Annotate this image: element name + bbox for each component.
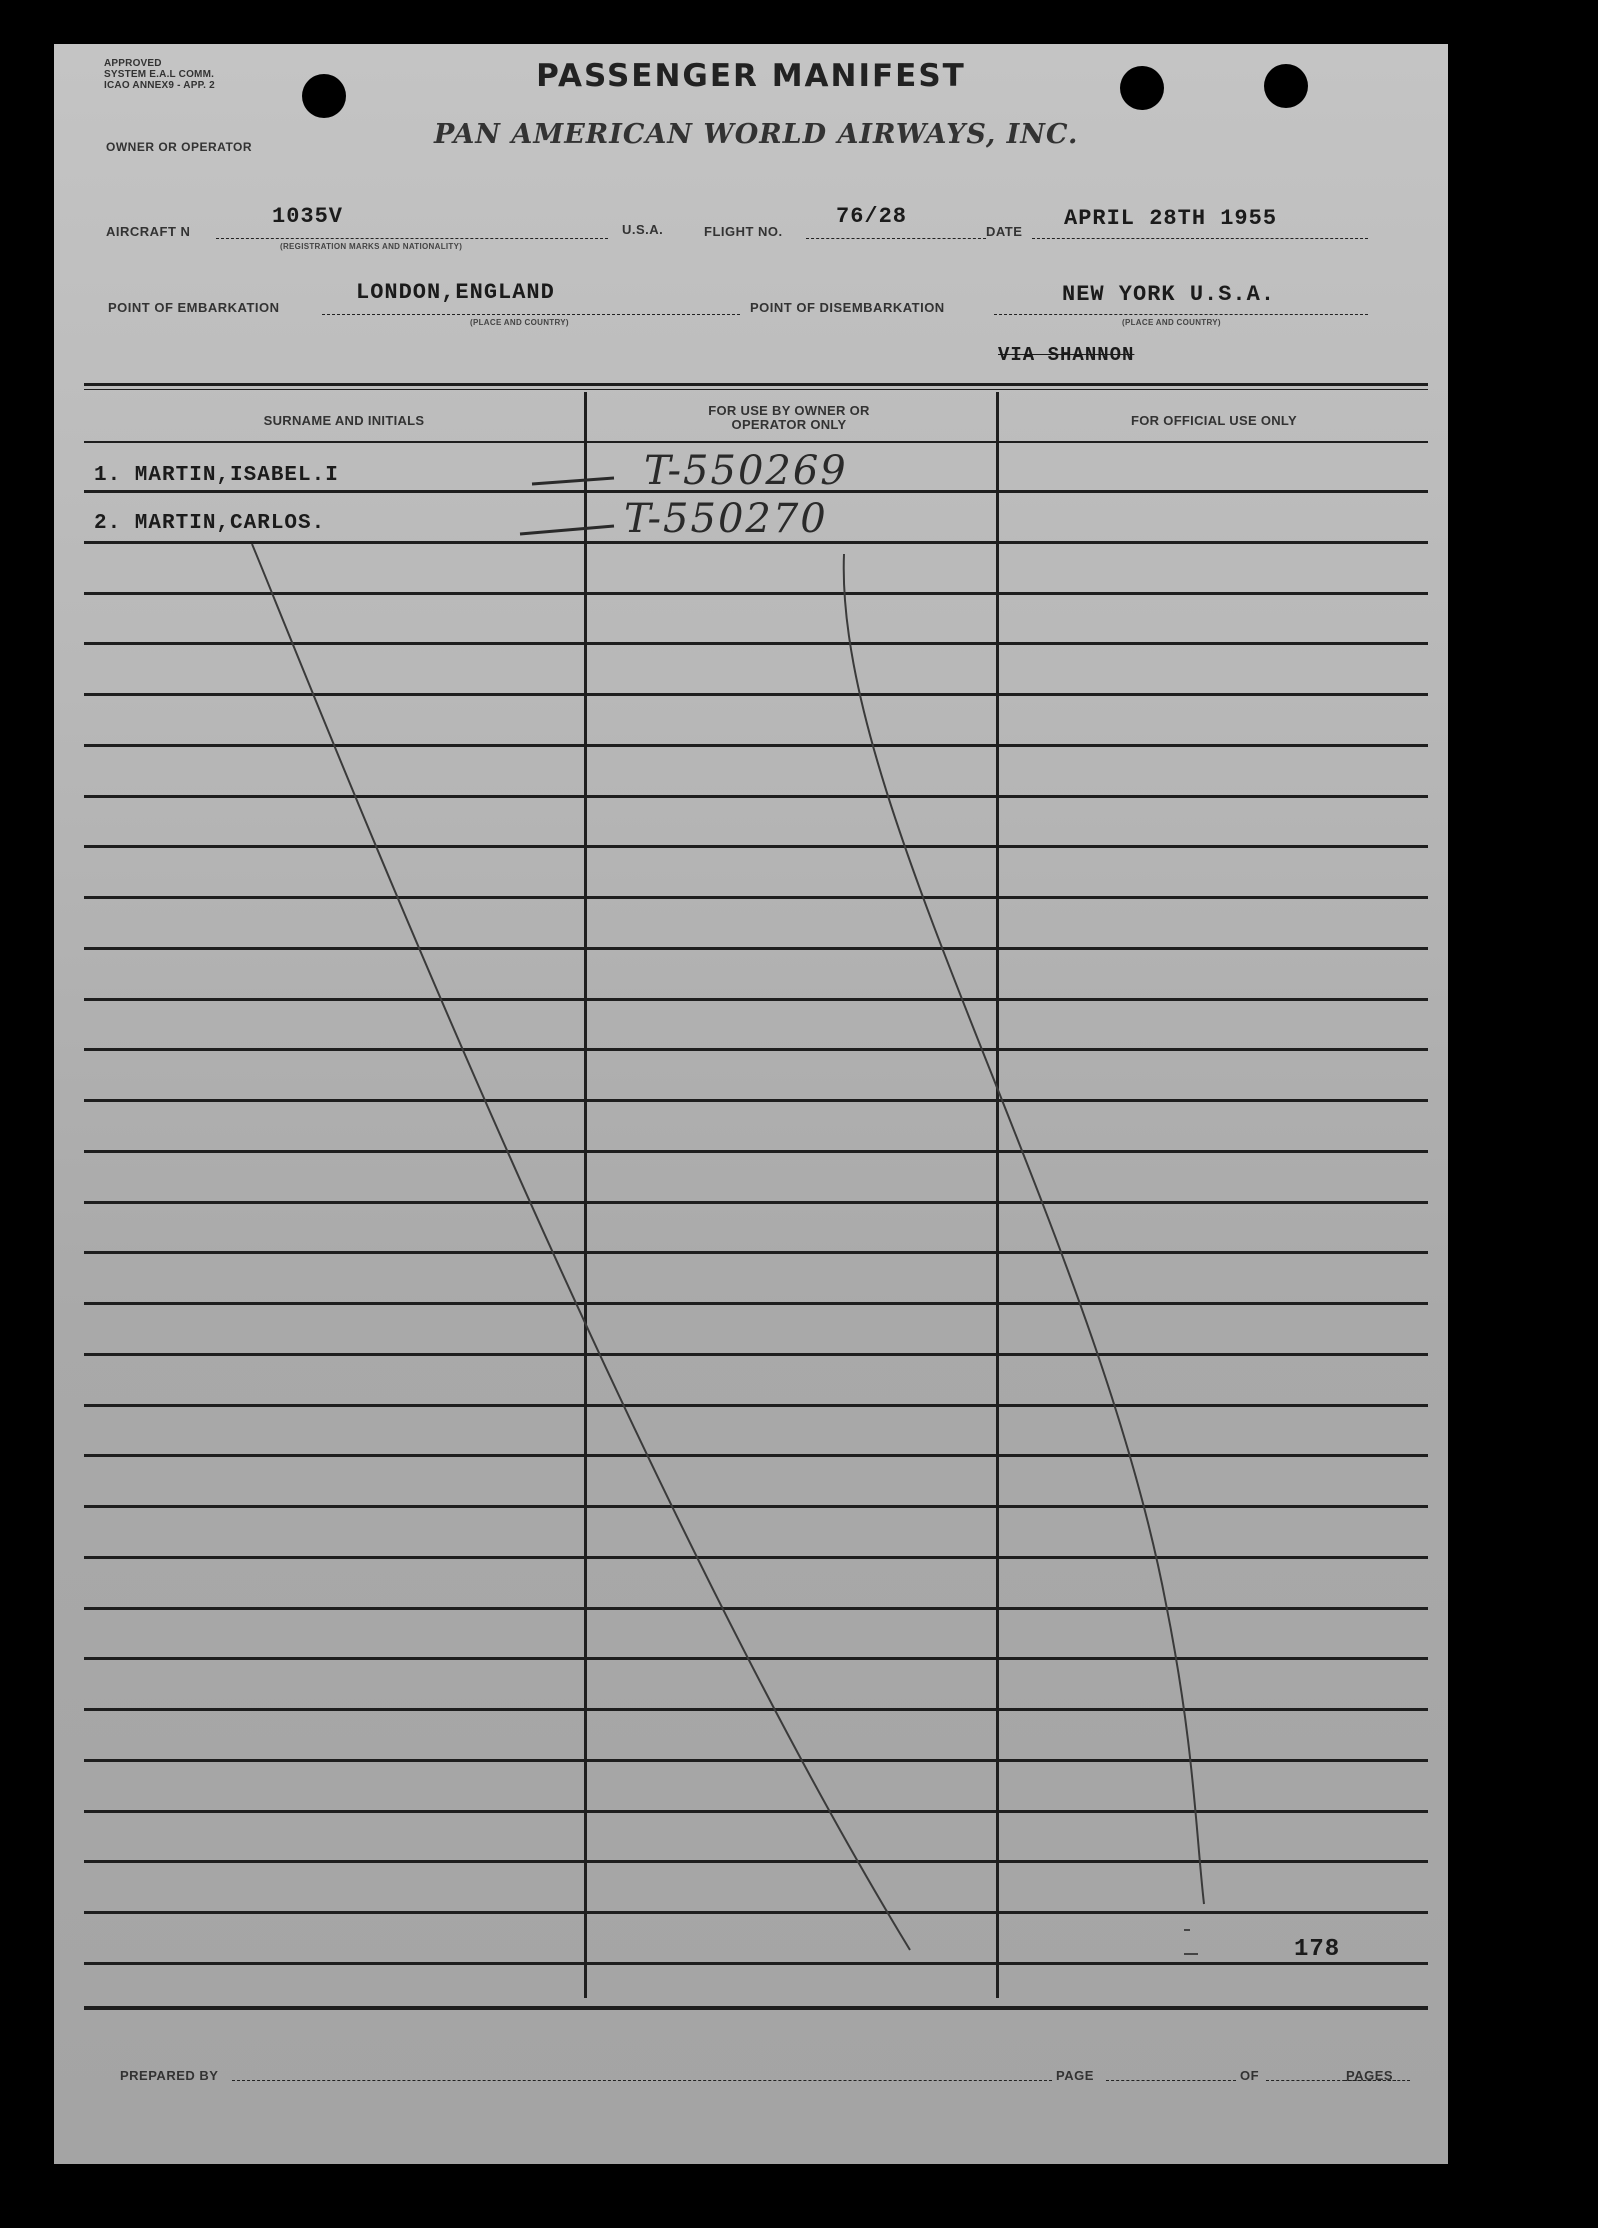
operator-name: PAN AMERICAN WORLD AIRWAYS, INC.	[434, 119, 1079, 150]
ditto-stroke	[844, 554, 1204, 1904]
prepared-by-label: PREPARED BY	[120, 2068, 219, 2083]
page-label: PAGE	[1056, 2068, 1094, 2083]
usa-label: U.S.A.	[622, 222, 664, 237]
handwritten-marks	[54, 44, 1448, 2164]
approval-line: ICAO ANNEX9 - APP. 2	[104, 80, 215, 91]
col-header-surname: SURNAME AND INITIALS	[263, 413, 425, 428]
aircraft-label: AIRCRAFT N	[106, 224, 191, 239]
approval-line: APPROVED	[104, 58, 162, 69]
disembark-label: POINT OF DISEMBARKATION	[750, 300, 945, 315]
owner-label: OWNER OR OPERATOR	[106, 140, 253, 154]
manifest-sheet	[54, 44, 1448, 2164]
registration-note: (REGISTRATION MARKS AND NATIONALITY)	[280, 242, 463, 251]
place-note: (PLACE AND COUNTRY)	[470, 318, 569, 327]
col-header-operator: FOR USE BY OWNER OR OPERATOR ONLY	[708, 403, 870, 432]
ticket-number: T-550270	[624, 496, 828, 542]
embark-label: POINT OF EMBARKATION	[108, 300, 280, 315]
via-shannon: VIA SHANNON	[998, 344, 1135, 366]
ticket-number: T-550269	[644, 448, 848, 494]
passenger-name: 2. MARTIN,CARLOS.	[94, 512, 326, 535]
stamp-number: 178	[1294, 1936, 1341, 1963]
pencil-mark	[1184, 1930, 1198, 1954]
flight-label: FLIGHT NO.	[704, 224, 783, 239]
col-header-official: FOR OFFICIAL USE ONLY	[1131, 413, 1297, 428]
approval-line: SYSTEM E.A.L COMM.	[104, 69, 215, 80]
aircraft-value: 1035V	[272, 204, 344, 229]
ditto-stroke	[252, 544, 910, 1950]
embark-value: LONDON,ENGLAND	[356, 280, 555, 305]
date-label: DATE	[986, 224, 1023, 239]
flight-value: 76/28	[836, 204, 908, 229]
passenger-name: 1. MARTIN,ISABEL.I	[94, 464, 339, 487]
pages-label: PAGES	[1346, 2068, 1394, 2083]
dash-stroke	[532, 478, 614, 484]
disembark-value: NEW YORK U.S.A.	[1062, 282, 1276, 307]
of-label: OF	[1240, 2068, 1260, 2083]
date-value: APRIL 28TH 1955	[1064, 206, 1278, 231]
page-title: PASSENGER MANIFEST	[536, 58, 966, 94]
place-note: (PLACE AND COUNTRY)	[1122, 318, 1221, 327]
dash-stroke	[520, 526, 614, 534]
